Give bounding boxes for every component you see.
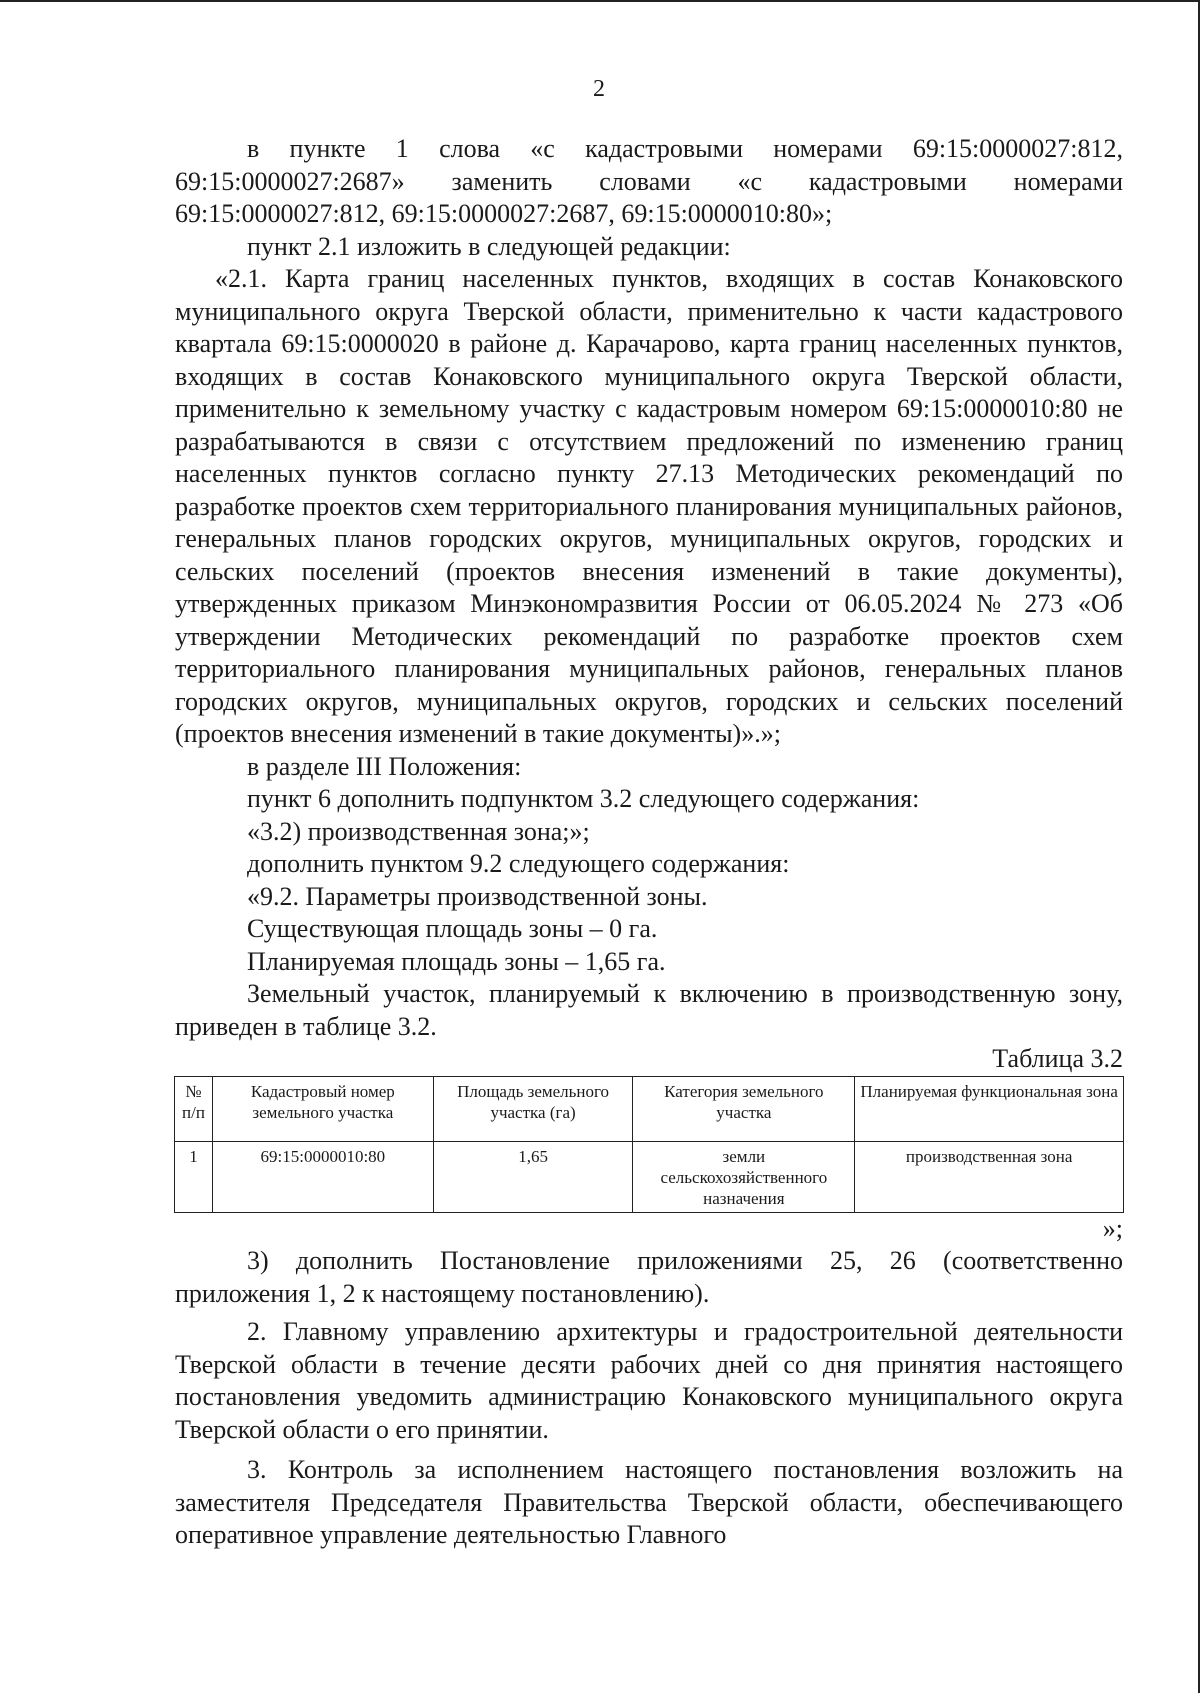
paragraph: в разделе III Положения: [247, 751, 522, 781]
table-caption: Таблица 3.2 [992, 1044, 1123, 1073]
table-row [175, 1141, 1124, 1212]
zone-table [174, 1076, 1124, 1213]
table-header-cell: Планируемая функциональная зона [855, 1076, 1124, 1141]
table-header-cell: Категория земельного участка [633, 1076, 855, 1141]
paragraph: Земельный участок, планируемый к включению в производственную зону, приведен в таблице 3.2. [175, 979, 1123, 1041]
paragraph: дополнить пунктом 9.2 следующего содержания: [247, 849, 790, 878]
document-body [175, 133, 1123, 1552]
spacer [175, 1446, 1123, 1454]
table-closing-quote: »; [1102, 1213, 1123, 1243]
paragraph: Планируемая площадь зоны – 1,65 га. [247, 946, 666, 976]
paragraph: пункт 2.1 изложить в следующей редакции: [247, 231, 731, 261]
table-header-cell: Площадь земельного участка (га) [433, 1076, 633, 1141]
paragraph: в пункте 1 слова «с кадастровыми номерами 69:15:0000027:812, 69:15:0000027:2687» заменить словами «с кадастровыми номерами 69:15:0000027:812, 69:15:0000027:2687, 69:15:0000010:80»; [175, 134, 1123, 228]
table-header-row [175, 1076, 1124, 1141]
table-header-cell: № п/п [175, 1076, 213, 1141]
paragraph: «3.2) производственная зона;»; [247, 816, 590, 846]
table-cell: производственная зона [855, 1141, 1124, 1212]
table-cell: 1 [175, 1141, 213, 1212]
table-cell: 69:15:0000010:80 [212, 1141, 433, 1212]
paragraph: 3) дополнить Постановление приложениями 25, 26 (соответственно приложения 1, 2 к настоящему постановлению). [175, 1246, 1123, 1308]
paragraph: 2. Главному управлению архитектуры и градостроительной деятельности Тверской области в течение десяти рабочих дней со дня принятия настоящего постановления уведомить администрацию Конаковского муниципального округа Тверской области о его принятии. [175, 1317, 1123, 1444]
table-header-cell: Кадастровый номер земельного участка [212, 1076, 433, 1141]
table-cell: 1,65 [433, 1141, 633, 1212]
paragraph: «2.1. Карта границ населенных пунктов, входящих в состав Конаковского муниципального округа Тверской области, применительно к части кадастрового квартала 69:15:0000020 в районе д. Карачарово, карта границ населенных пунктов, входящих в состав Конаковского муниципального округа Тверской области, применительно к земельному участку с кадастровым номером 69:15:0000010:80 не разрабатываются в связи с отсутствием предложений по изменению границ населенных пунктов согласно пункту 27.13 Методических рекомендаций по разработке проектов схем территориального планирования муниципальных районов, генеральных планов городских округов, муниципальных округов, городских и сельских поселений (проектов внесения изменений в такие документы), утвержденных приказом Минэкономразвития России от 06.05.2024 № 273 «Об утверждении Методических рекомендаций по разработке проектов схем территориального планирования муниципальных районов, генеральных планов городских округов, муниципальных округов, городских и сельских поселений (проектов внесения изменений в такие документы)».»; [175, 264, 1123, 748]
page-number: 2 [593, 76, 605, 102]
paragraph: пункт 6 дополнить подпунктом 3.2 следующего содержания: [247, 784, 920, 813]
paragraph: 3. Контроль за исполнением настоящего постановления возложить на заместителя Председателя Правительства Тверской области, обеспечивающего оперативное управление деятельностью Главного [175, 1455, 1123, 1549]
paragraph: Существующая площадь зоны – 0 га. [247, 914, 658, 943]
paragraph: «9.2. Параметры производственной зоны. [247, 881, 708, 911]
table-cell: земли сельскохозяйственного назначения [633, 1141, 855, 1212]
